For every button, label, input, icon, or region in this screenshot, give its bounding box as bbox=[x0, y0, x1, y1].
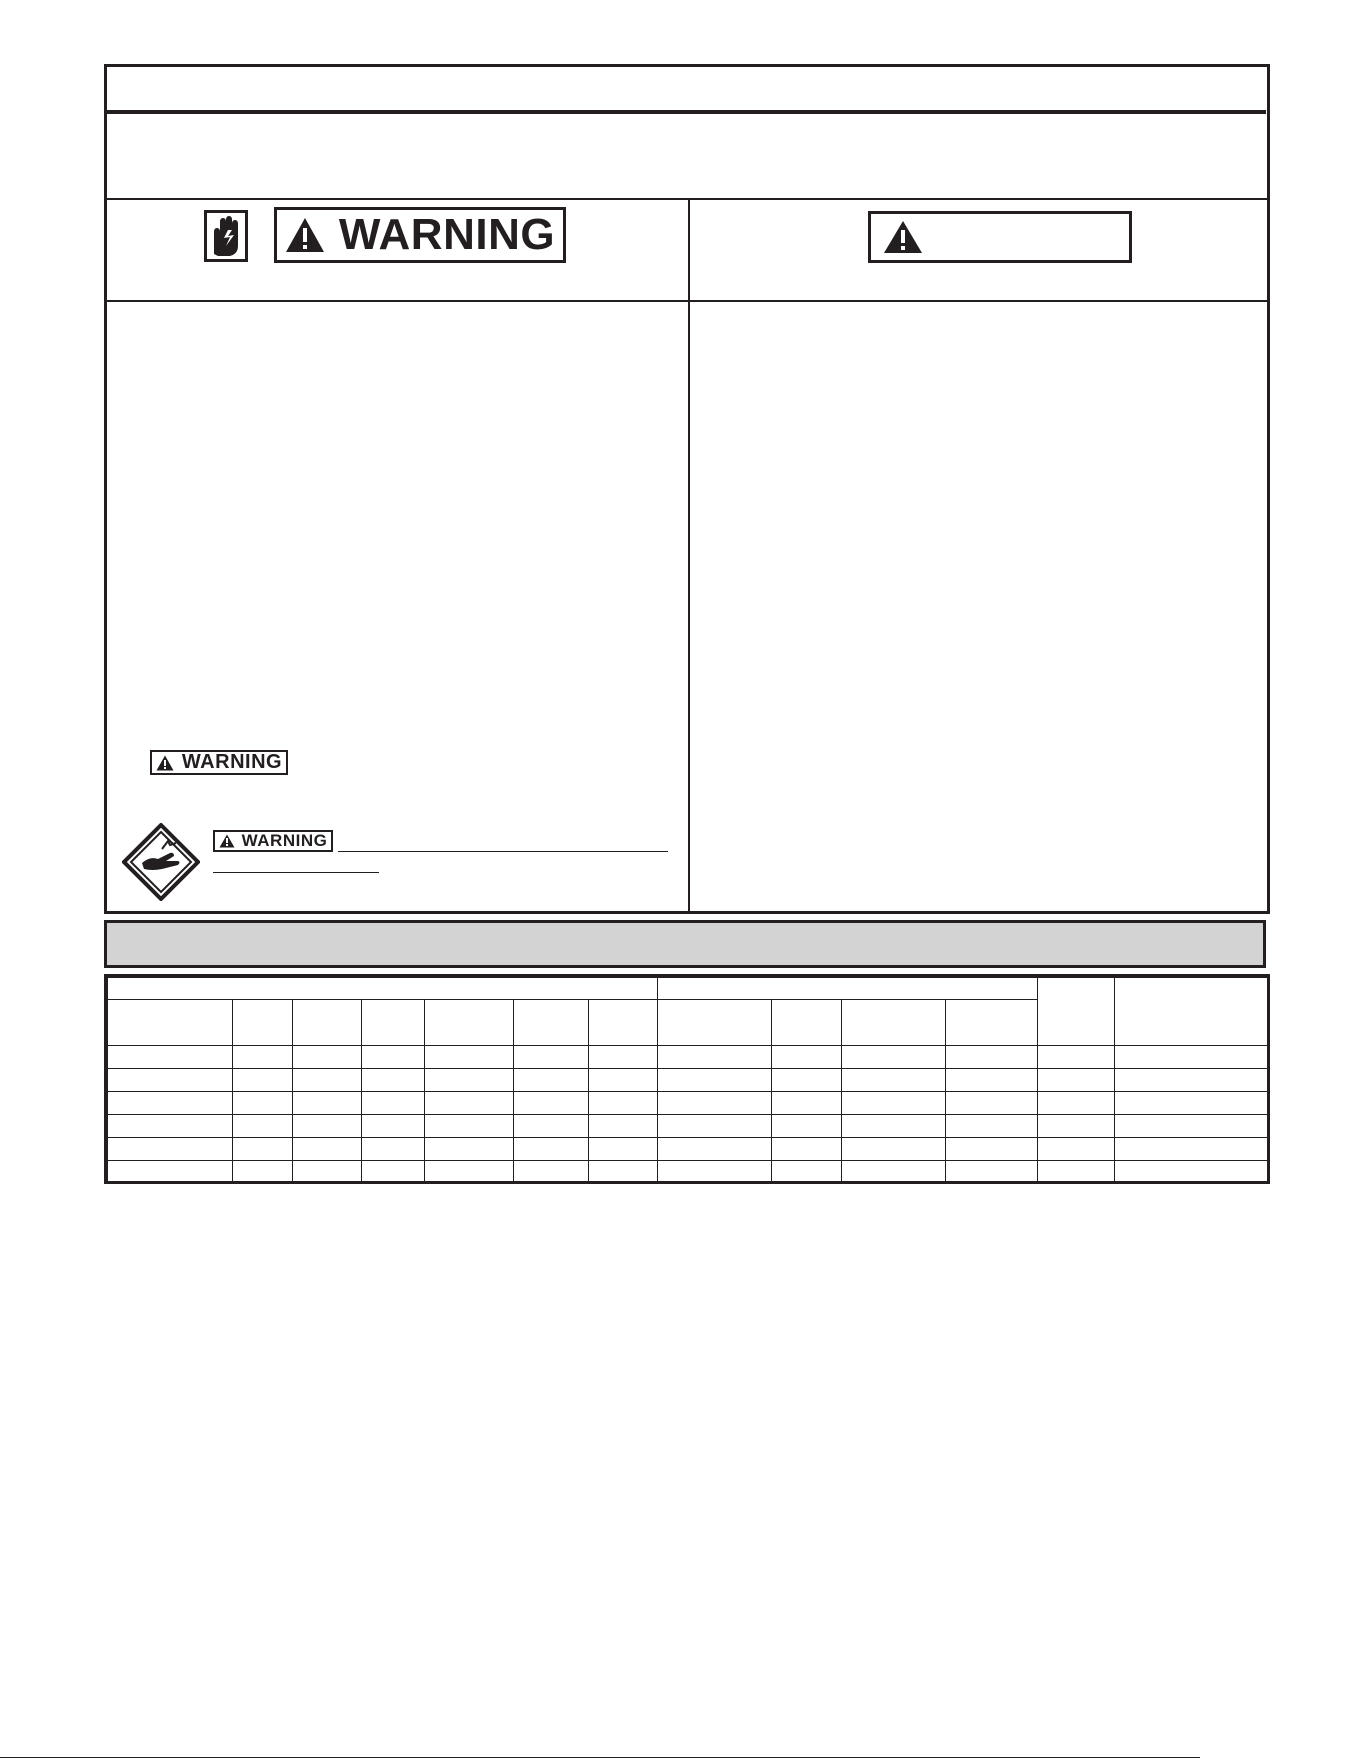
intro-divider bbox=[104, 198, 1270, 200]
table-row bbox=[108, 1092, 1269, 1115]
table-group-header-row bbox=[108, 978, 1269, 1000]
hand-entanglement-diamond-icon bbox=[122, 823, 200, 901]
table-group-header bbox=[108, 978, 658, 1000]
table-group-header bbox=[658, 978, 1038, 1000]
table-row bbox=[108, 1115, 1269, 1138]
title-divider bbox=[104, 110, 1266, 114]
alert-triangle-icon bbox=[219, 834, 235, 848]
table-row bbox=[108, 1069, 1269, 1092]
table-header-cell bbox=[514, 1000, 589, 1046]
table-header-cell bbox=[658, 1000, 772, 1046]
table-header-cell bbox=[425, 1000, 514, 1046]
table-row bbox=[108, 1138, 1269, 1161]
section-header-band bbox=[104, 920, 1266, 968]
footer-rule bbox=[0, 1757, 1200, 1758]
column-divider bbox=[688, 198, 690, 914]
table-header-cell bbox=[842, 1000, 946, 1046]
table-header-cell bbox=[946, 1000, 1038, 1046]
entanglement-text-rule-2 bbox=[213, 872, 379, 873]
table-header-cell bbox=[1038, 978, 1115, 1046]
table-header-cell bbox=[233, 1000, 293, 1046]
entanglement-warning-word: WARNING bbox=[241, 831, 328, 850]
inline-warning-label bbox=[150, 750, 288, 775]
column-header-divider bbox=[104, 300, 1270, 302]
table-header-cell bbox=[772, 1000, 842, 1046]
table-header-cell bbox=[589, 1000, 658, 1046]
entanglement-text-rule-1 bbox=[338, 851, 668, 852]
table-row bbox=[108, 1161, 1269, 1184]
inline-warning-word: WARNING bbox=[181, 751, 283, 773]
warning-signal-box-left bbox=[274, 207, 566, 263]
table-header-cell bbox=[362, 1000, 425, 1046]
warning-signal-word-left: WARNING bbox=[338, 210, 556, 259]
signal-box-right bbox=[868, 211, 1132, 263]
safety-frame bbox=[104, 64, 1270, 914]
spec-table bbox=[107, 977, 1269, 1184]
table-header-cell bbox=[108, 1000, 233, 1046]
table-header-cell bbox=[293, 1000, 362, 1046]
alert-triangle-icon bbox=[883, 220, 923, 254]
table-header-cell bbox=[1115, 978, 1269, 1046]
spec-table-frame bbox=[104, 974, 1270, 1184]
alert-triangle-icon bbox=[156, 755, 174, 771]
entanglement-warning-label bbox=[213, 830, 333, 852]
table-row bbox=[108, 1046, 1269, 1069]
alert-triangle-icon bbox=[285, 217, 325, 253]
electric-shock-hand-icon bbox=[204, 210, 248, 262]
